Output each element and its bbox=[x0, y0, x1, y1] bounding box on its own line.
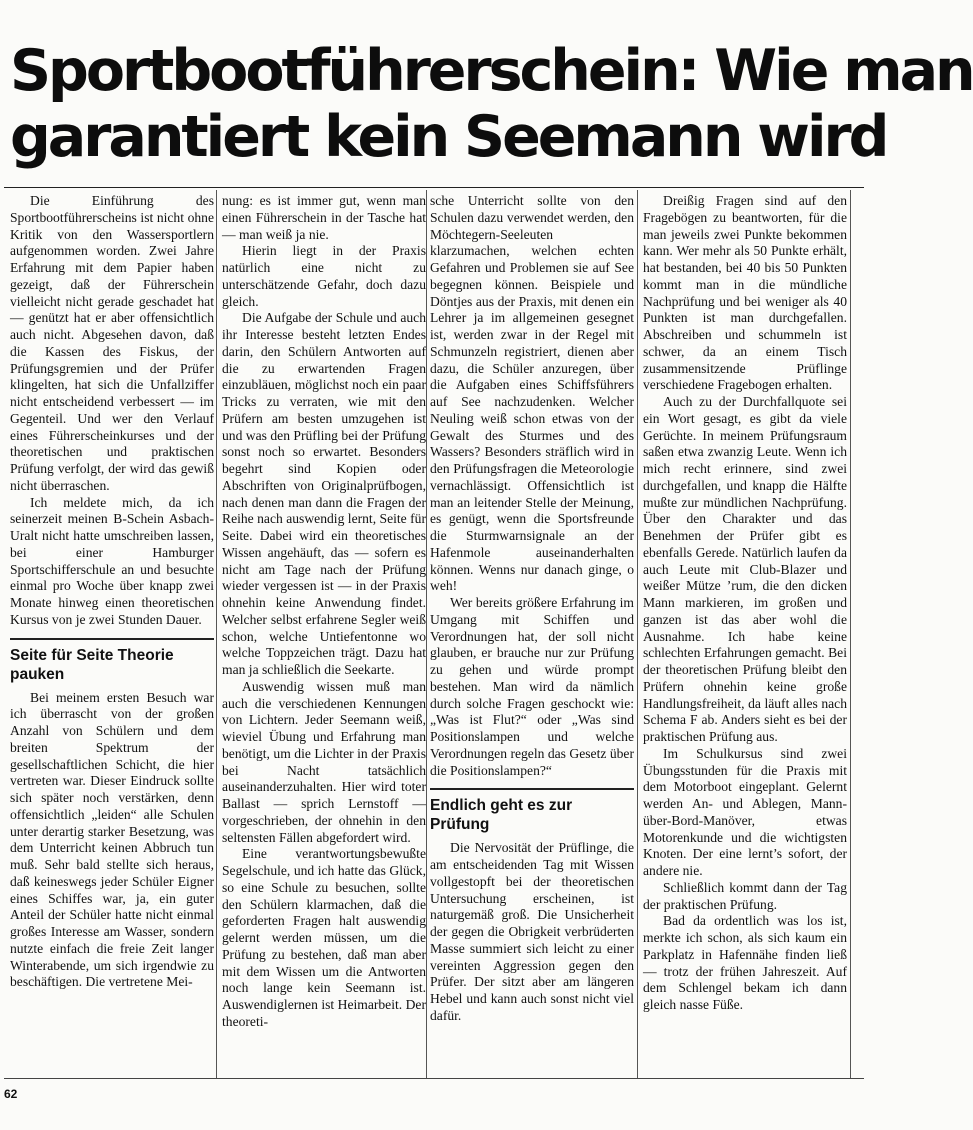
subheading: Endlich geht es zur Prüfung bbox=[430, 788, 634, 834]
paragraph: nung: es ist immer gut, wenn man einen Führerschein in der Tasche hat — man weiß ja nie. bbox=[222, 193, 426, 242]
column-3 bbox=[430, 193, 634, 1073]
column-2 bbox=[222, 193, 426, 1073]
paragraph: Auch zu der Durchfallquote sei ein Wort gesagt, es gibt da viele Gerüchte. In meinem Prüfungsraum saßen etwa zwanzig Leute. Wenn ich mich recht erinnere, sind zwei durchgefallen, und knapp die Hälfte mußte zur mündlichen Nachprüfung. Über den Charakter und das Benehmen der Prüfer gibt es ebenfalls Gerede. Natürlich laufen da auch Leute mit Club-Blazer und weißer Mütze ’rum, die den dicken Mann markieren, im großen und ganzen ist das aber wohl die Ausnahme. Ich habe keine schlechten Erfahrungen gemacht. Bei der theoretischen Prüfung bleibt den Prüfern ohnehin keine große Handlungsfreiheit, da läuft alles nach Schema F ab. Anders sieht es bei der praktischen Prüfung aus. bbox=[643, 394, 847, 744]
bottom-rule bbox=[4, 1078, 864, 1079]
paragraph: Ich meldete mich, da ich seinerzeit meinen B-Schein Asbach-Uralt nicht hatte umschreiben lassen, bei einer Hamburger Sportschifferschule an und besuchte einmal pro Woche über knapp zwei Monate hinweg einen theoretischen Kursus von je zwei Stunden Dauer. bbox=[10, 494, 214, 627]
paragraph: Hierin liegt in der Praxis natürlich eine nicht zu unterschätzende Gefahr, doch dazu gleich. bbox=[222, 243, 426, 309]
paragraph: Wer bereits größere Erfahrung im Umgang mit Schiffen und Verordnungen hat, der soll nicht glauben, er brauche nur zur Prüfung zu gehen und würde prompt bestehen. Man wird da nämlich durch solche Fragen geschockt wie: „Was ist Flut?“ oder „Was sind Positionslampen und welche Verordnungen regeln das Gesetz über die Positionslampen?“ bbox=[430, 595, 634, 778]
article-headline bbox=[10, 38, 973, 170]
page-number: 62 bbox=[4, 1087, 18, 1101]
paragraph: Eine verantwortungsbewußte Segelschule, und ich hatte das Glück, so eine Schule zu besuchen, sollte den Schülern klarmachen, daß die geforderten Fragen halt auswendig gelernt werden müssen, um die Prüfung zu bestehen, daß man aber mit dem Wissen um die Antworten noch lange kein Seemann ist. Auswendiglernen ist Heimarbeit. Der theoreti- bbox=[222, 846, 426, 1029]
column-divider bbox=[216, 190, 217, 1078]
column-1 bbox=[10, 193, 214, 1073]
paragraph: Die Einführung des Sportbootführerscheins ist nicht ohne Kritik von den Wassersportlern aufgenommen worden. Zwei Jahre Erfahrung mit dem Papier haben gezeigt, daß der Führerschein vielleicht nicht gerade geschadet hat — genützt hat er aber offensichtlich auch nicht. Abgesehen davon, daß die Kassen des Fiskus, der Prüfungsgremien und der Prüfer klingelten, hat sich die Unfallziffer nicht entscheidend verbessert — im Gegenteil. Und wer den Verlauf eines Führerscheinkurses und der theoretischen und praktischen Prüfung verfolgt, der wird das gewiß nicht überraschen. bbox=[10, 193, 214, 493]
paragraph: Im Schulkursus sind zwei Übungsstunden für die Praxis mit dem Motorboot eingeplant. Gelernt werden An- und Ablegen, Mann-über-Bord-Manöver, etwas Motorenkunde und die wichtigsten Knoten. Der eine lernt’s sofort, der andere nie. bbox=[643, 745, 847, 878]
column-divider bbox=[637, 190, 638, 1078]
paragraph: sche Unterricht sollte von den Schulen dazu verwendet werden, den Möchtegern-Seeleuten klarzumachen, welchen echten Gefahren und Problemen sie auf See begegnen können. Beispiele und Döntjes aus der Praxis, mit denen ein Lehrer ja im allgemeinen gesegnet ist, werden zwar in der Regel mit Schmunzeln registriert, dienen aber dazu, die Schüler anzuregen, über die Aufgaben eines Schiffsführers auf See nachzudenken. Welcher Neuling weiß schon etwas von der Gewalt des Sturmes und des Wassers? Besonders sträflich wird in den Prüfungsfragen die Meteorologie vernachlässigt. Offensichtlich ist man an leitender Stelle der Meinung, es genügt, wenn die Sportsfreunde die Sturmwarnsignale an der Hafenmole auseinanderhalten können. Wenns nur danach ginge, o weh! bbox=[430, 193, 634, 594]
top-rule bbox=[4, 187, 864, 188]
column-divider bbox=[850, 190, 851, 1078]
paragraph: Dreißig Fragen sind auf den Fragebögen zu beantworten, für die man jeweils zwei Punkte bekommen kann. Wer mehr als 50 Punkte erhält, hat bestanden, bei 40 bis 50 Punkten kommt man in die mündliche Nachprüfung und bei weniger als 40 Punkten ist man durchgefallen. Abschreiben und schummeln ist schwer, da an einem Tisch zusammensitzende Prüflinge verschiedene Fragebogen erhalten. bbox=[643, 193, 847, 393]
column-4 bbox=[643, 193, 847, 1073]
paragraph: Die Aufgabe der Schule und auch ihr Interesse besteht letzten Endes darin, den Schülern Antworten auf die zu erwartenden Fragen einzubläuen, möglichst noch ein paar Tricks zu verraten, wie mit den Prüfern am besten umzugehen ist und was den Prüfling bei der Prüfung sonst noch so erwartet. Besonders begehrt sind Kopien oder Abschriften von Originalprüfbogen, nach denen man dann die Fragen der Reihe nach auswendig lernt, Seite für Seite. Dabei wird ein theoretisches Wissen angehäuft, das — sofern es nicht am Tage nach der Prüfung wieder vergessen ist — in der Praxis ohnehin keine Anwendung findet. Welcher selbst erfahrene Segler weiß schon, welche Untiefentonne wo welche Toppzeichen trägt. Dazu hat man ja schließlich die Seekarte. bbox=[222, 310, 426, 677]
paragraph: Bad da ordentlich was los ist, merkte ich schon, als sich kaum ein Parkplatz in Hafennähe finden ließ — trotz der frühen Jahreszeit. Auf dem Schlengel bekam ich dann gleich nasse Füße. bbox=[643, 913, 847, 1012]
column-divider bbox=[426, 190, 427, 1078]
paragraph: Schließlich kommt dann der Tag der praktischen Prüfung. bbox=[643, 879, 847, 912]
paragraph: Die Nervosität der Prüflinge, die am entscheidenden Tag mit Wissen vollgestopft bei der theoretischen Untersuchung erscheinen, ist naturgemäß groß. Die Unsicherheit der gegen die Obrigkeit verbrüderten Masse summiert sich leicht zu einer vereinten Aggression gegen den Prüfer. Der sitzt aber am längeren Hebel und kann auch sonst nicht viel dafür. bbox=[430, 840, 634, 1023]
paragraph: Bei meinem ersten Besuch war ich überrascht von der großen Anzahl von Schülern und dem breiten Spektrum der gesellschaftlichen Schicht, die hier vertreten war. Dieser Eindruck sollte sich später noch verstärken, denn offensichtlich „leiden“ alle Schulen unter derartig starker Besetzung, was dem Unterricht keinen Abbruch tun muß. Sehr bald stellte sich heraus, daß keineswegs jeder Schüler Eigner eines Schiffes war, ja, ein guter Anteil der Schüler hatte nicht einmal großes Interesse am Wasser, sondern nutzte einfach die freie Zeit langer Winterabende, um sich irgendwie zu beschäftigen. Die vertretene Mei- bbox=[10, 689, 214, 990]
headline-line-2: garantiert kein Seemann wird bbox=[10, 104, 887, 170]
paragraph: Auswendig wissen muß man auch die verschiedenen Kennungen von Lichtern. Jeder Seemann weiß, wieviel Übung und Erfahrung man benötigt, um die Lichter in der Praxis bei Nacht tatsächlich auseinanderzuhalten. Hier wird toter Ballast — sprich Lernstoff — vorgeschrieben, der ohnehin in den seltensten Fällen abgefordert wird. bbox=[222, 678, 426, 845]
subheading: Seite für Seite Theorie pauken bbox=[10, 638, 214, 684]
headline-line-1: Sportbootführerschein: Wie man bbox=[10, 38, 973, 104]
